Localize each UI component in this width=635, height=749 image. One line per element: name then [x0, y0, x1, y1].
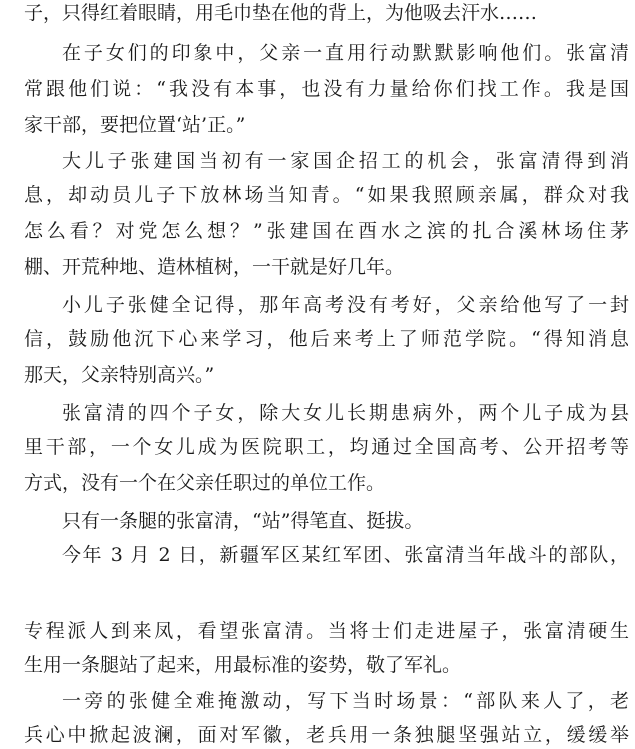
text-line: 怎么看？对党怎么想？”张建国在酉水之滨的扎合溪林场住茅 [24, 220, 629, 242]
text-line: 一旁的张健全难掩激动，写下当时场景：“部队来人了，老 [62, 690, 629, 712]
text-line: 小儿子张健全记得，那年高考没有考好，父亲给他写了一封 [62, 294, 629, 316]
text-line: 方式，没有一个在父亲任职过的单位工作。 [24, 472, 386, 494]
text-line: 棚、开荒种地、造林植树，一干就是好几年。 [24, 256, 405, 278]
text-line: 在子女们的印象中，父亲一直用行动默默影响他们。张富清 [62, 42, 629, 64]
text-line: 那天，父亲特别高兴。” [24, 364, 215, 386]
text-line: 今年 3 月 2 日，新疆军区某红军团、张富清当年战斗的部队， [62, 544, 629, 566]
text-line: 常跟他们说：“我没有本事，也没有力量给你们找工作。我是国 [24, 78, 629, 100]
text-line: 信，鼓励他沉下心来学习，他后来考上了师范学院。“得知消息 [24, 328, 629, 350]
text-line: 大儿子张建国当初有一家国企招工的机会，张富清得到消 [62, 150, 629, 172]
text-line: 张富清的四个子女，除大女儿长期患病外，两个儿子成为县 [62, 402, 629, 424]
text-line: 兵心中掀起波澜，面对军徽，老兵用一条独腿坚强站立，缓缓举 [24, 724, 629, 746]
text-line: 专程派人到来凤，看望张富清。当将士们走进屋子，张富清硬生 [24, 620, 629, 642]
text-line: 生用一条腿站了起来，用最标准的姿势，敬了军礼。 [24, 654, 462, 676]
text-line: 家干部，要把位置‘站’正。” [24, 114, 246, 136]
text-line: 只有一条腿的张富清，“站”得笔直、挺拔。 [62, 510, 424, 532]
text-line: 息，却动员儿子下放林场当知青。“如果我照顾亲属，群众对我 [24, 184, 629, 206]
text-line: 子，只得红着眼睛，用毛巾垫在他的背上，为他吸去汗水…… [24, 2, 538, 24]
text-line: 里干部，一个女儿成为医院职工，均通过全国高考、公开招考等 [24, 436, 629, 458]
